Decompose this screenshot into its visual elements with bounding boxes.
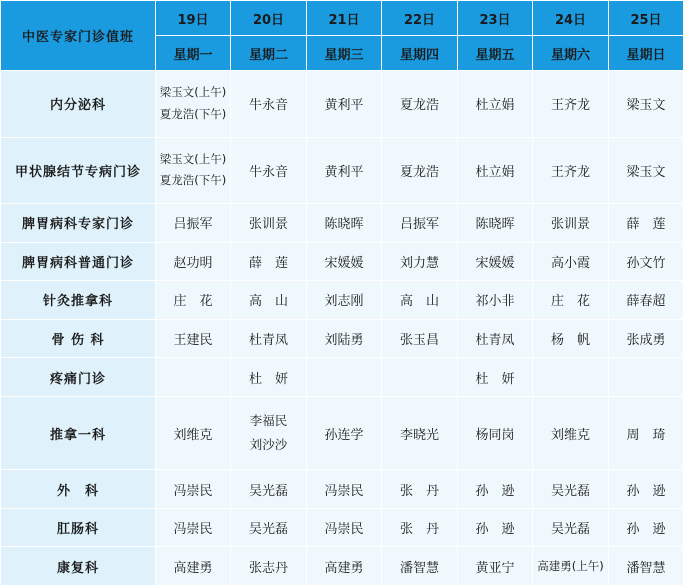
schedule-cell <box>382 204 458 243</box>
schedule-cell <box>156 470 231 509</box>
schedule-cell <box>231 508 307 547</box>
schedule-cell <box>458 358 533 397</box>
table-row <box>1 547 683 586</box>
shift-line: 薛 莲 <box>248 255 288 271</box>
shift-line: 梁玉文(上午) <box>159 151 227 166</box>
schedule-cell <box>231 396 307 470</box>
schedule-cell <box>307 204 382 243</box>
shift-line: 高 山 <box>399 294 439 310</box>
table-body <box>1 71 683 586</box>
schedule-cell <box>609 547 683 586</box>
schedule-cell <box>307 547 382 586</box>
department-label: 肛肠科 <box>1 508 156 547</box>
shift-line: 陈晓晖 <box>324 217 364 233</box>
header-row-days <box>1 1 683 36</box>
shift-line: 张 丹 <box>399 483 439 499</box>
schedule-cell <box>231 71 307 138</box>
schedule-cell <box>533 281 609 320</box>
schedule-cell <box>609 319 683 358</box>
schedule-cell <box>609 470 683 509</box>
schedule-cell <box>382 508 458 547</box>
shift-line: 周 琦 <box>626 427 666 443</box>
department-label: 内分泌科 <box>1 71 156 138</box>
schedule-cell <box>533 242 609 281</box>
schedule-cell <box>231 137 307 204</box>
table-row <box>1 470 683 509</box>
department-label: 脾胃病科普通门诊 <box>1 242 156 281</box>
schedule-cell <box>231 281 307 320</box>
shift-line: 吕振军 <box>399 217 439 233</box>
weekday-header-5: 星期五 <box>458 36 533 71</box>
schedule-cell <box>458 319 533 358</box>
schedule-cell <box>382 319 458 358</box>
table-row <box>1 281 683 320</box>
shift-line: 杜青凤 <box>248 332 288 348</box>
schedule-cell <box>609 281 683 320</box>
shift-line: 祁小非 <box>475 294 515 310</box>
shift-line: 王齐龙 <box>550 98 590 114</box>
shift-line: 杜立娟 <box>475 164 515 180</box>
shift-line: 孙 逊 <box>475 483 515 499</box>
department-label: 针灸推拿科 <box>1 281 156 320</box>
shift-line: 夏龙浩(下午) <box>159 106 227 121</box>
schedule-cell <box>156 358 231 397</box>
schedule-cell <box>458 508 533 547</box>
shift-line: 高建勇(上午) <box>537 559 604 574</box>
schedule-cell <box>533 319 609 358</box>
shift-line: 孙连学 <box>324 427 364 443</box>
table-row <box>1 71 683 138</box>
shift-line: 杨 帆 <box>550 332 590 348</box>
table-row <box>1 319 683 358</box>
schedule-cell <box>609 242 683 281</box>
schedule-cell <box>458 547 533 586</box>
shift-line: 冯崇民 <box>324 522 364 538</box>
weekday-header-1: 星期一 <box>156 36 231 71</box>
department-label: 推拿一科 <box>1 396 156 470</box>
shift-line: 刘维克 <box>173 427 213 443</box>
shift-line: 薛 莲 <box>626 217 666 233</box>
schedule-cell <box>156 319 231 358</box>
shift-line: 潘智慧 <box>399 560 439 576</box>
weekday-header-6: 星期六 <box>533 36 609 71</box>
schedule-cell <box>382 242 458 281</box>
weekday-header-4: 星期四 <box>382 36 458 71</box>
schedule-cell <box>533 204 609 243</box>
schedule-cell <box>231 358 307 397</box>
day-header-1: 19日 <box>156 1 231 36</box>
shift-line: 庄 花 <box>173 294 213 310</box>
schedule-cell <box>609 71 683 138</box>
shift-line: 陈晓晖 <box>475 217 515 233</box>
shift-line: 刘力慧 <box>399 255 439 271</box>
shift-line: 黄利平 <box>324 98 364 114</box>
schedule-cell <box>458 242 533 281</box>
table-title: 中医专家门诊值班 <box>1 1 156 71</box>
schedule-cell <box>307 71 382 138</box>
day-header-6: 24日 <box>533 1 609 36</box>
schedule-cell <box>156 71 231 138</box>
day-header-3: 21日 <box>307 1 382 36</box>
shift-line: 张训景 <box>248 217 288 233</box>
department-label: 骨 伤 科 <box>1 319 156 358</box>
department-label: 外 科 <box>1 470 156 509</box>
table-row <box>1 137 683 204</box>
schedule-cell <box>156 396 231 470</box>
department-label: 脾胃病科专家门诊 <box>1 204 156 243</box>
schedule-cell <box>533 71 609 138</box>
weekday-header-3: 星期三 <box>307 36 382 71</box>
shift-line: 吕振军 <box>173 217 213 233</box>
shift-line: 王建民 <box>173 332 213 348</box>
shift-line: 黄利平 <box>324 164 364 180</box>
shift-line: 吴光磊 <box>550 483 590 499</box>
schedule-cell <box>533 470 609 509</box>
table-row <box>1 242 683 281</box>
shift-line: 梁玉文 <box>626 98 666 114</box>
shift-line: 赵功明 <box>173 255 213 271</box>
schedule-cell <box>231 204 307 243</box>
schedule-cell <box>533 547 609 586</box>
schedule-cell <box>307 319 382 358</box>
schedule-cell <box>382 281 458 320</box>
schedule-cell <box>458 71 533 138</box>
shift-line: 吴光磊 <box>248 522 288 538</box>
shift-line: 宋媛媛 <box>475 255 515 271</box>
shift-line: 冯崇民 <box>324 483 364 499</box>
shift-line: 孙 逊 <box>626 483 666 499</box>
schedule-cell <box>458 470 533 509</box>
shift-line: 杨同岗 <box>475 427 515 443</box>
shift-line: 孙 逊 <box>626 522 666 538</box>
schedule-cell <box>458 281 533 320</box>
shift-line: 夏龙浩(下午) <box>159 173 227 188</box>
shift-line: 夏龙浩 <box>399 98 439 114</box>
day-header-2: 20日 <box>231 1 307 36</box>
schedule-cell <box>231 242 307 281</box>
shift-line: 刘沙沙 <box>249 437 288 453</box>
schedule-cell <box>382 547 458 586</box>
shift-line: 黄亚宁 <box>475 560 515 576</box>
shift-line: 高 山 <box>248 294 288 310</box>
shift-line: 潘智慧 <box>626 560 666 576</box>
shift-line: 吴光磊 <box>248 483 288 499</box>
schedule-cell <box>156 137 231 204</box>
schedule-cell <box>609 137 683 204</box>
schedule-cell <box>609 396 683 470</box>
shift-line: 牛永音 <box>248 164 288 180</box>
shift-line: 吴光磊 <box>550 522 590 538</box>
shift-line: 梁玉文 <box>626 164 666 180</box>
shift-line: 杜立娟 <box>475 98 515 114</box>
shift-line: 杜 妍 <box>475 371 515 387</box>
schedule-cell <box>458 396 533 470</box>
table-row <box>1 508 683 547</box>
schedule-cell <box>307 242 382 281</box>
shift-line: 张 丹 <box>399 522 439 538</box>
shift-line: 冯崇民 <box>173 483 213 499</box>
department-label: 疼痛门诊 <box>1 358 156 397</box>
shift-line: 刘维克 <box>550 427 590 443</box>
shift-line: 王齐龙 <box>550 164 590 180</box>
schedule-cell <box>307 358 382 397</box>
schedule-cell <box>231 547 307 586</box>
shift-line: 张训景 <box>550 217 590 233</box>
shift-line: 刘陆勇 <box>324 332 364 348</box>
schedule-cell <box>609 358 683 397</box>
schedule-cell <box>458 137 533 204</box>
schedule-cell <box>156 281 231 320</box>
day-header-5: 23日 <box>458 1 533 36</box>
schedule-cell <box>609 204 683 243</box>
table-header <box>1 1 683 71</box>
shift-line: 高小霞 <box>550 255 590 271</box>
schedule-cell <box>533 396 609 470</box>
department-label: 甲状腺结节专病门诊 <box>1 137 156 204</box>
shift-line: 薛春超 <box>626 294 666 310</box>
schedule-cell <box>231 319 307 358</box>
schedule-cell <box>307 281 382 320</box>
schedule-cell <box>307 508 382 547</box>
shift-line: 杜青凤 <box>475 332 515 348</box>
schedule-cell <box>382 470 458 509</box>
shift-line: 刘志刚 <box>324 294 364 310</box>
schedule-cell <box>609 508 683 547</box>
table-row <box>1 204 683 243</box>
shift-line: 夏龙浩 <box>399 164 439 180</box>
schedule-cell <box>533 137 609 204</box>
day-header-7: 25日 <box>609 1 683 36</box>
schedule-cell <box>307 137 382 204</box>
shift-line: 高建勇 <box>324 560 364 576</box>
schedule-cell <box>382 396 458 470</box>
schedule-cell <box>156 242 231 281</box>
schedule-cell <box>458 204 533 243</box>
schedule-cell <box>307 396 382 470</box>
schedule-cell <box>231 470 307 509</box>
schedule-cell <box>382 71 458 138</box>
shift-line: 庄 花 <box>550 294 590 310</box>
shift-line: 李福民 <box>249 413 288 429</box>
weekday-header-2: 星期二 <box>231 36 307 71</box>
schedule-cell <box>307 470 382 509</box>
schedule-cell <box>382 358 458 397</box>
shift-line: 孙文竹 <box>626 255 666 271</box>
shift-line: 牛永音 <box>248 98 288 114</box>
weekday-header-7: 星期日 <box>609 36 683 71</box>
shift-line: 张成勇 <box>626 332 666 348</box>
shift-line: 梁玉文(上午) <box>159 84 227 99</box>
shift-line: 宋媛媛 <box>324 255 364 271</box>
shift-line: 冯崇民 <box>173 522 213 538</box>
shift-line: 杜 妍 <box>248 371 288 387</box>
day-header-4: 22日 <box>382 1 458 36</box>
shift-line: 李晓光 <box>399 427 439 443</box>
shift-line: 高建勇 <box>173 560 213 576</box>
schedule-cell <box>382 137 458 204</box>
shift-line: 孙 逊 <box>475 522 515 538</box>
shift-line: 张志丹 <box>248 560 288 576</box>
schedule-cell <box>156 204 231 243</box>
table-row <box>1 358 683 397</box>
table-row <box>1 396 683 470</box>
schedule-cell <box>533 508 609 547</box>
department-label: 康复科 <box>1 547 156 586</box>
schedule-cell <box>156 547 231 586</box>
schedule-cell <box>533 358 609 397</box>
schedule-cell <box>156 508 231 547</box>
shift-line: 张玉昌 <box>399 332 439 348</box>
